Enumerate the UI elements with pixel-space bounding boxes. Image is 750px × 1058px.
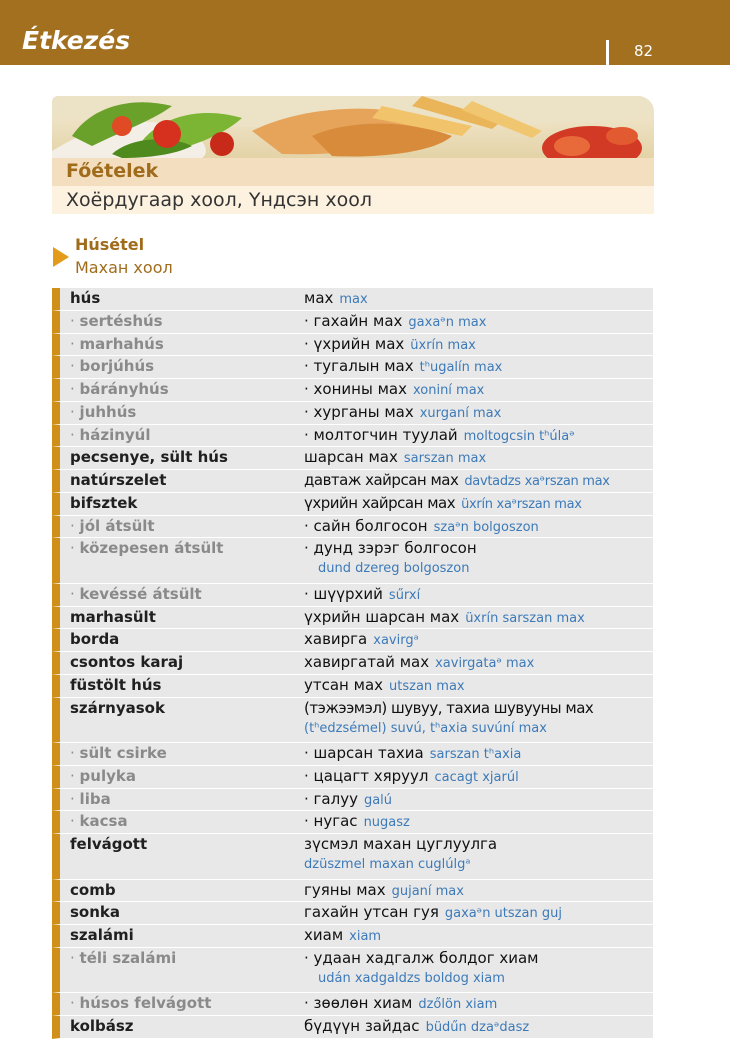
mongolian-term: (тэжээмэл) шувуу, тахиа шувууны мах (304, 698, 594, 717)
transcription: gaxaᵊn utszan guj (444, 906, 562, 922)
section-title-hungarian: Főételek (66, 160, 159, 182)
mongolian-term: утсан мах utszan max (304, 675, 465, 694)
mongolian-term: гуяны мах gujaní max (304, 880, 464, 899)
mongolian-term: · хонины мах xoniní max (304, 380, 484, 398)
chapter-header (0, 0, 730, 65)
food-banner-image (52, 96, 654, 158)
mongolian-term: · тугалын мах tʰugalín max (304, 357, 502, 375)
table-row (52, 1016, 653, 1039)
transcription: utszan max (389, 678, 465, 694)
mongolian-term: · шарсан тахиа sarszan tʰaxia (304, 744, 521, 762)
transcription: xiam (349, 929, 382, 944)
mongolian-term: · молтогчин туулай moltogcsin tʰúlaᵊ (304, 426, 575, 444)
hungarian-term: · sertéshús (70, 312, 163, 330)
hungarian-term: csontos karaj (70, 653, 184, 671)
hungarian-term: felvágott (70, 835, 148, 853)
hungarian-term: pecsenye, sült hús (70, 448, 228, 467)
transcription: xoniní max (412, 383, 485, 398)
table-row (52, 538, 653, 584)
hungarian-term: natúrszelet (70, 471, 167, 489)
mongolian-term: мах max (304, 289, 368, 307)
mongolian-term: хавирга xavirgᵃ (304, 630, 419, 649)
mongolian-term: · удаан хадгалж болдог хиам (304, 949, 538, 967)
subsection-title-mongolian: Махан хоол (75, 258, 173, 277)
transcription: üxrín xaᵊrszan max (461, 496, 582, 512)
transcription: (tʰedzsémel) suvú, tʰaxia suvúní max (304, 720, 547, 736)
table-row (52, 493, 653, 516)
hungarian-term: comb (70, 880, 116, 899)
mongolian-term: · гахайн мах gaxaᵊn max (304, 312, 486, 330)
table-row (52, 334, 653, 357)
chapter-title: Étkezés (22, 26, 131, 55)
page-number: 82 (634, 42, 654, 60)
transcription: üxrín sarszan max (465, 610, 585, 626)
hungarian-term: · jól átsült (70, 517, 155, 535)
transcription: sarszan max (403, 451, 487, 467)
table-row (52, 993, 653, 1016)
hungarian-term: · kevéssé átsült (70, 585, 202, 603)
mongolian-term: гахайн утсан гуя gaxaᵊn utszan guj (304, 903, 562, 922)
transcription: davtadzs xaᵊrszan max (464, 474, 610, 489)
mongolian-term: · хурганы мах xurganí max (304, 403, 501, 421)
mongolian-term: · галуу galú (304, 790, 392, 808)
mongolian-term: · сайн болгосон szaᵊn bolgoszon (304, 517, 539, 535)
table-row (52, 447, 653, 470)
mongolian-term: · дунд зэрэг болгосон (304, 539, 477, 557)
table-row (52, 516, 653, 539)
hungarian-term: · sült csirke (70, 744, 167, 762)
mongolian-term: үхрийн хайрсан мах üxrín xaᵊrszan max (304, 493, 582, 512)
mongolian-term: зүсмэл махан цуглуулга (304, 835, 498, 853)
table-row (52, 789, 653, 812)
transcription: nugasz (363, 815, 410, 831)
hungarian-term: bifsztek (70, 493, 138, 512)
transcription: max (339, 292, 368, 307)
transcription: dzüszmel maxan cuglúlgᵃ (304, 857, 471, 872)
transcription: gaxaᵊn max (408, 314, 487, 330)
table-row (52, 402, 653, 425)
transcription: moltogcsin tʰúlaᵊ (463, 428, 575, 444)
header-divider (606, 40, 609, 68)
mongolian-term: хавиргатай мах xavirgataᵊ max (304, 653, 535, 671)
table-row (52, 652, 653, 675)
mongolian-term: · үхрийн мах üxrín max (304, 335, 476, 353)
hungarian-term: · borjúhús (70, 357, 154, 375)
mongolian-term: хиам xiam (304, 926, 382, 944)
mongolian-term: · нугас nugasz (304, 812, 410, 830)
hungarian-term: sonka (70, 903, 121, 922)
transcription: galú (363, 792, 393, 808)
table-row (52, 629, 653, 652)
hungarian-term: · közepesen átsült (70, 539, 223, 557)
transcription: cacagt xjarúl (434, 769, 519, 785)
table-row (52, 743, 653, 766)
transcription: tʰugalín max (419, 360, 503, 376)
transcription: xavirgataᵊ max (435, 656, 535, 671)
hungarian-term: · liba (70, 790, 111, 808)
table-row (52, 288, 653, 311)
table-row (52, 675, 653, 698)
transcription: szaᵊn bolgoszon (433, 519, 539, 535)
hungarian-term: borda (70, 630, 120, 649)
hungarian-term: szárnyasok (70, 698, 165, 717)
transcription: gujaní max (391, 883, 464, 899)
transcription: üxrín max (410, 337, 476, 353)
hungarian-term: · marhahús (70, 335, 164, 353)
table-row (52, 811, 653, 834)
hungarian-term: · húsos felvágott (70, 994, 211, 1012)
mongolian-term: · цацагт хяруул cacagt xjarúl (304, 767, 519, 785)
hungarian-term: · házinyúl (70, 426, 151, 444)
transcription: xavirgᵃ (373, 633, 419, 649)
table-row (52, 584, 653, 607)
transcription: dund dzereg bolgoszon (318, 561, 470, 577)
hungarian-term: · bárányhús (70, 380, 169, 398)
table-row (52, 425, 653, 448)
table-row (52, 356, 653, 379)
mongolian-term: шарсан мах sarszan max (304, 448, 487, 467)
arrow-icon (53, 247, 69, 267)
mongolian-term: бүдүүн зайдас büdűn dzaᵊdasz (304, 1017, 530, 1035)
transcription: sarszan tʰaxia (429, 747, 522, 762)
table-row (52, 880, 653, 903)
transcription: xurganí max (419, 405, 502, 421)
hungarian-term: hús (70, 289, 101, 307)
hungarian-term: · téli szalámi (70, 949, 176, 967)
hungarian-term: füstölt hús (70, 675, 162, 694)
hungarian-term: kolbász (70, 1017, 134, 1035)
subsection-title-hungarian: Húsétel (75, 235, 145, 254)
table-row (52, 948, 653, 994)
mongolian-term: · шүүрхий sűrxí (304, 585, 420, 603)
table-row (52, 607, 653, 630)
transcription: sűrxí (388, 587, 421, 603)
hungarian-term: marhasült (70, 607, 156, 626)
table-row (52, 925, 653, 948)
table-row (52, 766, 653, 789)
mongolian-term: давтаж хайрсан мах davtadzs xaᵊrszan max (304, 471, 610, 489)
hungarian-term: · juhhús (70, 403, 136, 421)
transcription: dzőlön xiam (418, 997, 498, 1013)
table-row (52, 698, 653, 744)
table-row (52, 311, 653, 334)
hungarian-term: · kacsa (70, 812, 128, 830)
vocabulary-table (52, 288, 653, 1039)
section-title-mongolian: Хоёрдугаар хоол, Үндсэн хоол (66, 189, 372, 211)
table-row (52, 834, 653, 880)
mongolian-term: үхрийн шарсан мах üxrín sarszan max (304, 607, 585, 626)
table-row (52, 902, 653, 925)
table-row (52, 379, 653, 402)
table-row (52, 470, 653, 493)
hungarian-term: · pulyka (70, 767, 136, 785)
hungarian-term: szalámi (70, 926, 134, 944)
transcription: udán xadgaldzs boldog xiam (318, 970, 505, 986)
mongolian-term: · зөөлөн хиам dzőlön xiam (304, 994, 497, 1012)
transcription: büdűn dzaᵊdasz (425, 1020, 530, 1035)
